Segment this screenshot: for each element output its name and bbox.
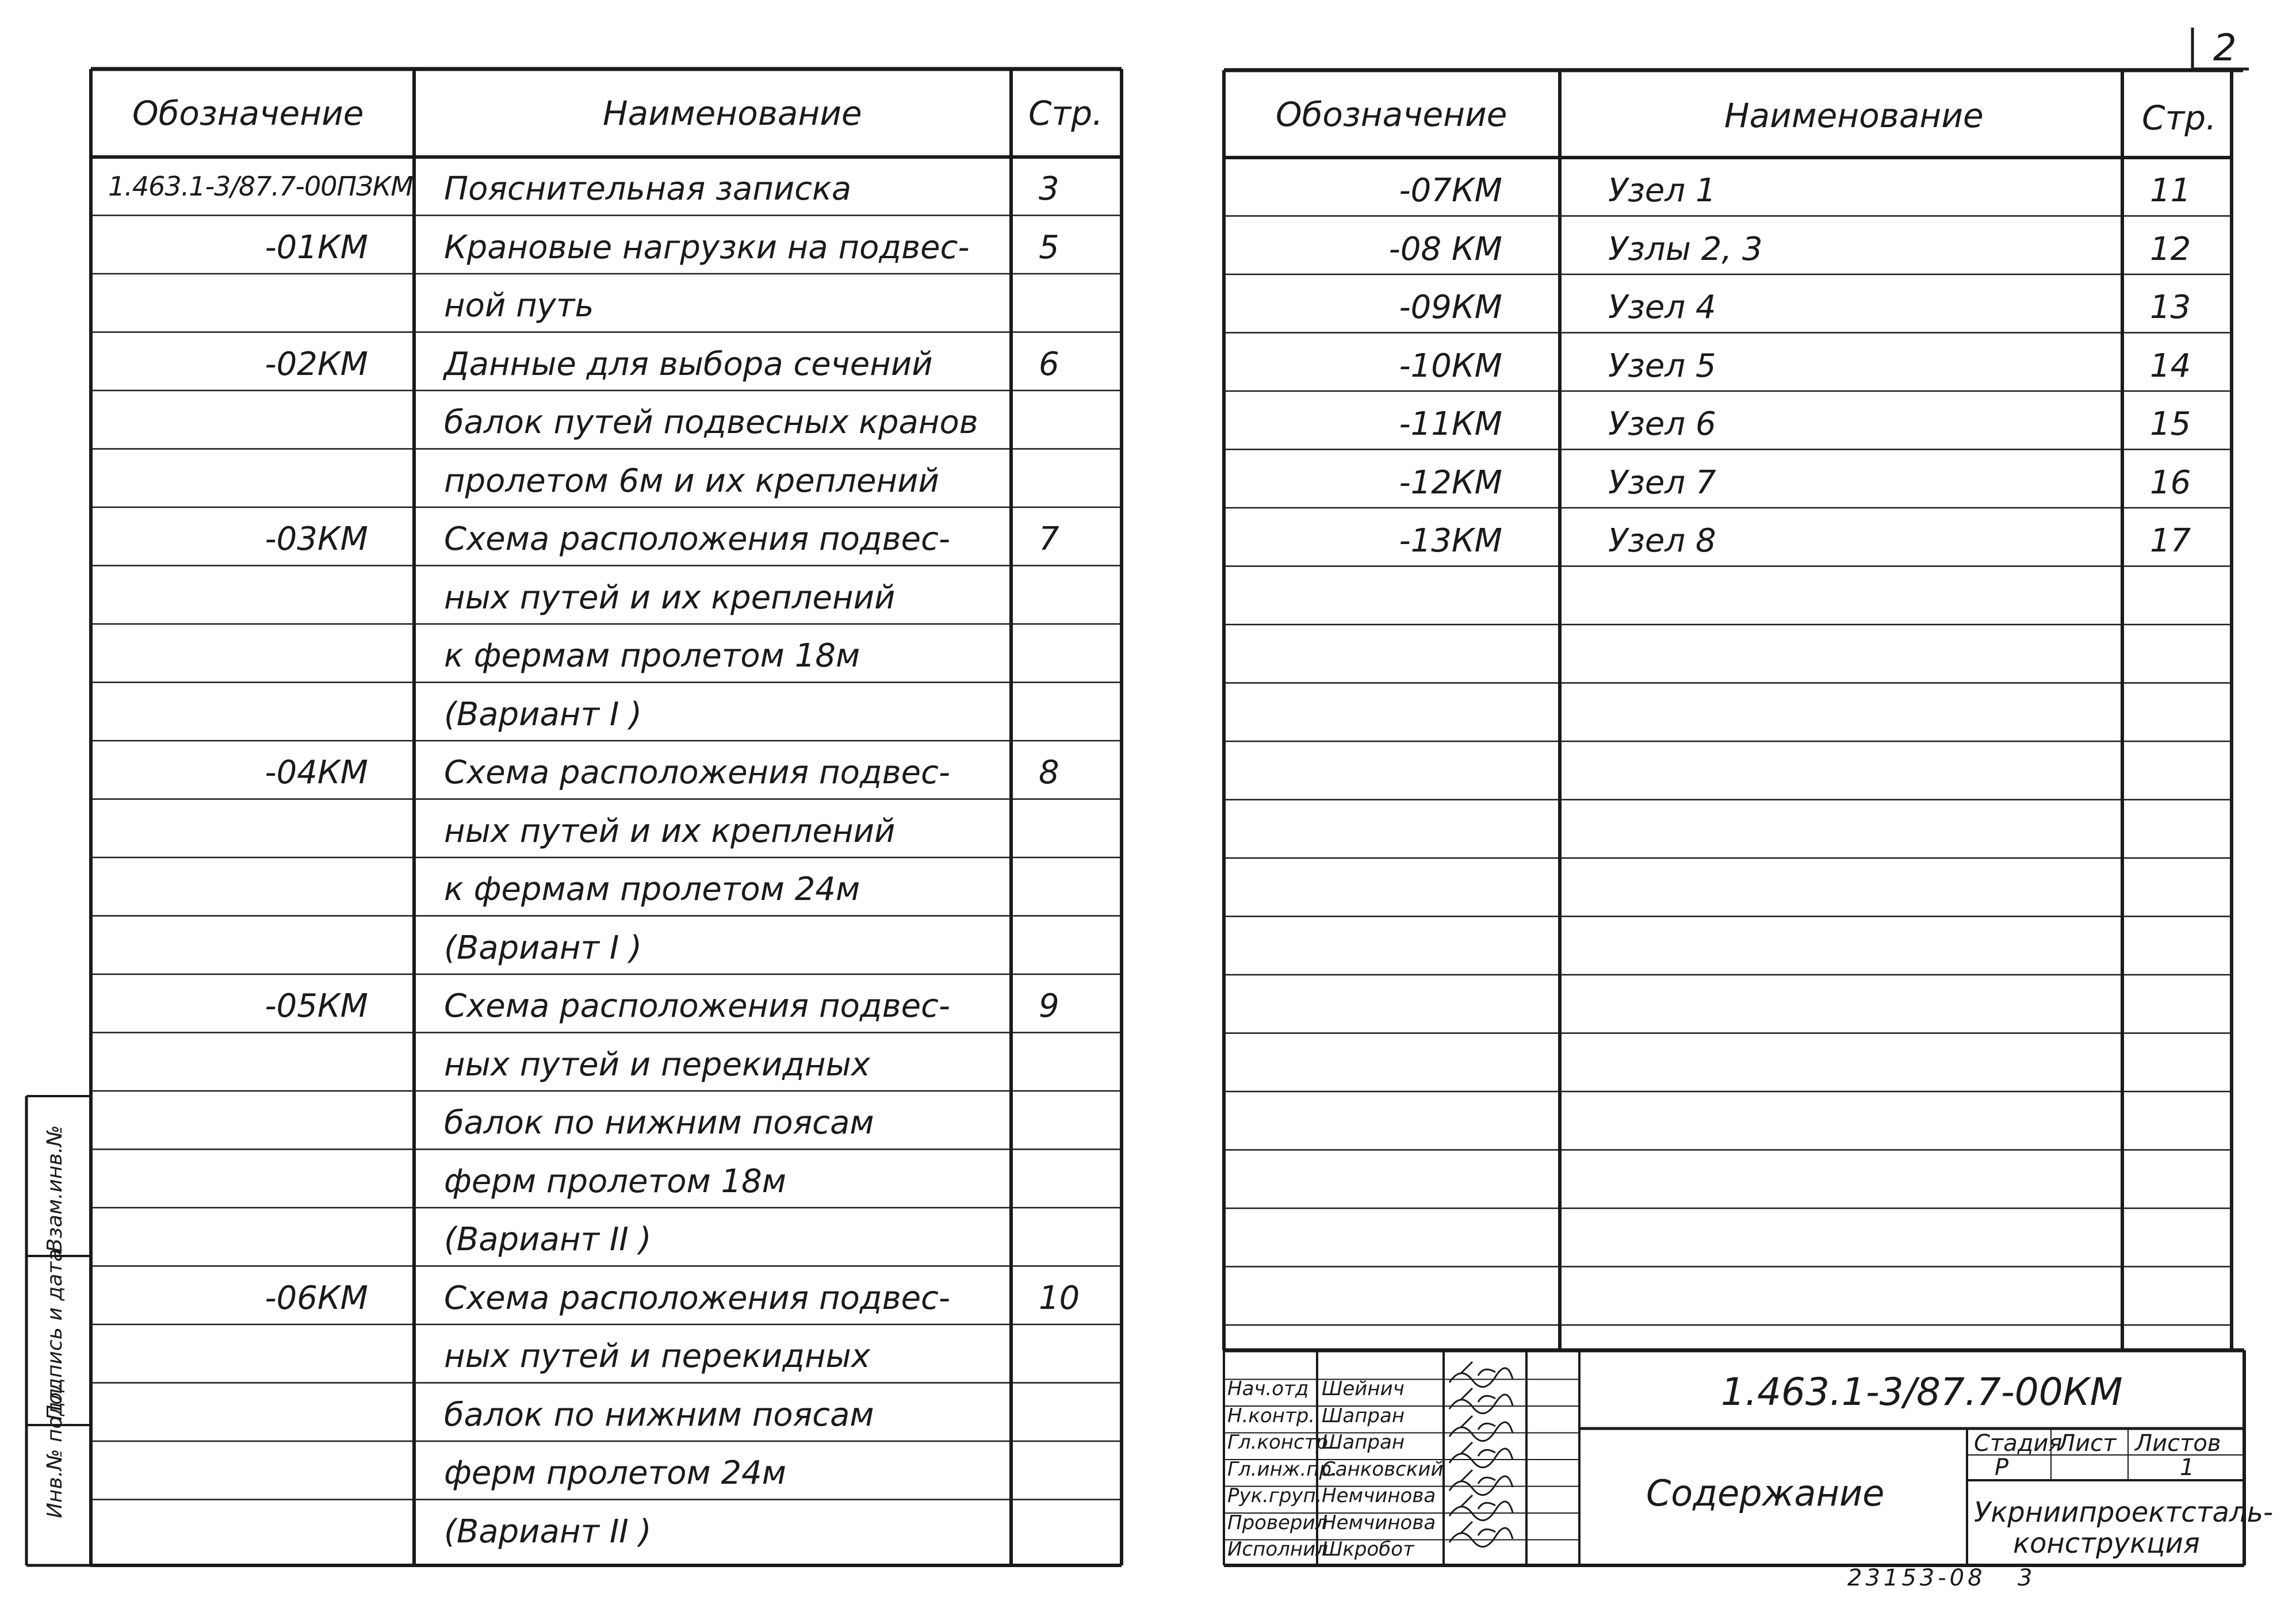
right-row-name: Узел 8	[1608, 522, 1716, 560]
left-row-name: (Вариант II )	[444, 1512, 652, 1550]
left-row-code: -01КМ	[265, 228, 368, 266]
signature-mark	[1449, 1362, 1513, 1387]
left-row-name: балок путей подвесных кранов	[444, 404, 978, 441]
left-row-name: ферм пролетом 18м	[444, 1162, 787, 1200]
left-row-name: ных путей и их креплений	[444, 812, 896, 850]
signature-mark	[1449, 1522, 1513, 1547]
stamp-role-label: Исполнил	[1227, 1538, 1328, 1561]
left-row-name: Схема расположения подвес-	[444, 754, 951, 791]
left-row-name: ных путей и их креплений	[444, 579, 896, 616]
stamp-role-name: Санковский	[1322, 1457, 1444, 1481]
document-code: 1.463.1-3/87.7-00КМ	[1721, 1370, 2123, 1414]
left-row-code: -05КМ	[265, 987, 368, 1025]
left-row-page: 5	[1039, 228, 1059, 266]
left-row-name: Крановые нагрузки на подвес-	[444, 228, 970, 266]
right-row-code: -07КМ	[1399, 172, 1502, 209]
left-row-name: Схема расположения подвес-	[444, 987, 951, 1025]
left-row-name: пролетом 6м и их креплений	[444, 462, 939, 500]
left-row-page: 6	[1039, 345, 1059, 383]
left-row-name: ной путь	[444, 287, 594, 324]
left-row-name: Данные для выбора сечений	[444, 345, 933, 383]
right-row-code: -10КМ	[1399, 347, 1502, 385]
left-row-code: -04КМ	[265, 754, 368, 791]
right-row-page: 13	[2150, 289, 2191, 326]
left-row-name: (Вариант I )	[444, 695, 642, 733]
left-header-code: Обозначение	[132, 94, 364, 133]
right-row-page: 11	[2150, 172, 2191, 209]
stamp-role-name: Шкробот	[1322, 1538, 1414, 1561]
sheets-value: 1	[2180, 1454, 2195, 1481]
right-row-page: 15	[2150, 405, 2191, 443]
left-row-page: 8	[1039, 754, 1059, 791]
left-row-name: балок по нижним поясам	[444, 1104, 874, 1142]
left-row-code: -03КМ	[265, 520, 368, 558]
left-row-name: ных путей и перекидных	[444, 1338, 870, 1375]
right-row-code: -13КМ	[1399, 522, 1502, 560]
organization-line1: Укрниипроектсталь-	[1974, 1496, 2274, 1529]
organization-line2: конструкция	[2013, 1527, 2200, 1560]
right-row-page: 17	[2150, 522, 2191, 560]
left-row-name: балок по нижним поясам	[444, 1396, 874, 1434]
side-label-inv-original: Инв.№ подл.	[43, 1382, 67, 1518]
sheet-number: 2	[2213, 27, 2237, 70]
left-row-code: 1.463.1-3/87.7-00ПЗКМ	[108, 171, 413, 202]
right-header-page: Стр.	[2142, 98, 2217, 137]
signature-mark	[1449, 1442, 1513, 1468]
right-row-name: Узел 5	[1608, 347, 1716, 385]
left-row-code: -06КМ	[265, 1279, 368, 1317]
right-header-name: Наименование	[1724, 96, 1984, 135]
left-header-page: Стр.	[1028, 94, 1103, 133]
right-row-code: -08 КМ	[1388, 230, 1502, 268]
side-label-replaced-inv: Взам.инв.№	[43, 1125, 67, 1253]
side-label-signature-date: Подпись и дата	[43, 1248, 67, 1420]
stamp-role-label: Н.контр.	[1227, 1404, 1315, 1427]
right-row-code: -11КМ	[1399, 405, 1502, 443]
stamp-role-label: Рук.груп.	[1227, 1484, 1322, 1507]
sheet-label: Лист	[2058, 1430, 2117, 1457]
sheets-label: Листов	[2135, 1430, 2221, 1457]
right-row-name: Узел 4	[1608, 289, 1716, 326]
left-row-name: ферм пролетом 24м	[444, 1454, 787, 1492]
signature-mark	[1449, 1495, 1513, 1521]
left-header-name: Наименование	[603, 94, 862, 133]
stamp-role-label: Гл.инж.пр.	[1227, 1457, 1338, 1481]
signature-mark	[1449, 1416, 1513, 1441]
left-row-page: 9	[1039, 987, 1059, 1025]
right-row-name: Узел 6	[1608, 405, 1716, 443]
signature-mark	[1449, 1470, 1513, 1495]
right-row-code: -09КМ	[1399, 289, 1502, 326]
left-row-page: 3	[1039, 170, 1059, 208]
stamp-role-label: Нач.отд	[1227, 1377, 1309, 1400]
right-row-name: Узлы 2, 3	[1608, 230, 1763, 268]
left-row-name: (Вариант II )	[444, 1221, 652, 1258]
right-row-name: Узел 1	[1608, 172, 1716, 209]
stamp-role-name: Шапран	[1322, 1431, 1405, 1454]
signature-marks	[1449, 1362, 1513, 1547]
left-row-page: 7	[1039, 520, 1059, 558]
stamp-role-name: Немчинова	[1322, 1484, 1436, 1507]
right-header-code: Обозначение	[1276, 95, 1507, 134]
left-row-name: Схема расположения подвес-	[444, 1279, 951, 1317]
footer-sheet-ref: 3	[2018, 1565, 2033, 1591]
right-row-name: Узел 7	[1608, 464, 1716, 501]
document-title: Содержание	[1646, 1472, 1885, 1514]
right-row-page: 12	[2150, 230, 2191, 268]
left-row-name: Схема расположения подвес-	[444, 520, 951, 558]
left-row-code: -02КМ	[265, 345, 368, 383]
stamp-role-label: Проверил	[1227, 1511, 1328, 1534]
stamp-role-name: Шапран	[1322, 1404, 1405, 1427]
stage-value: Р	[1995, 1454, 2009, 1481]
signature-mark	[1449, 1388, 1513, 1414]
stamp-role-label: Гл.констр.	[1227, 1431, 1334, 1454]
left-row-name: Пояснительная записка	[444, 170, 852, 208]
left-row-name: (Вариант I )	[444, 929, 642, 967]
stage-label: Стадия	[1974, 1430, 2062, 1457]
stamp-role-name: Немчинова	[1322, 1511, 1436, 1534]
right-row-page: 14	[2150, 347, 2191, 385]
left-row-page: 10	[1039, 1279, 1080, 1317]
left-row-name: к фермам пролетом 24м	[444, 871, 860, 908]
right-row-page: 16	[2150, 464, 2191, 501]
left-row-name: ных путей и перекидных	[444, 1045, 870, 1083]
right-row-code: -12КМ	[1399, 464, 1502, 501]
left-row-name: к фермам пролетом 18м	[444, 637, 860, 675]
stamp-role-name: Шейнич	[1322, 1377, 1405, 1400]
archive-number: 23153-08	[1847, 1565, 1986, 1591]
